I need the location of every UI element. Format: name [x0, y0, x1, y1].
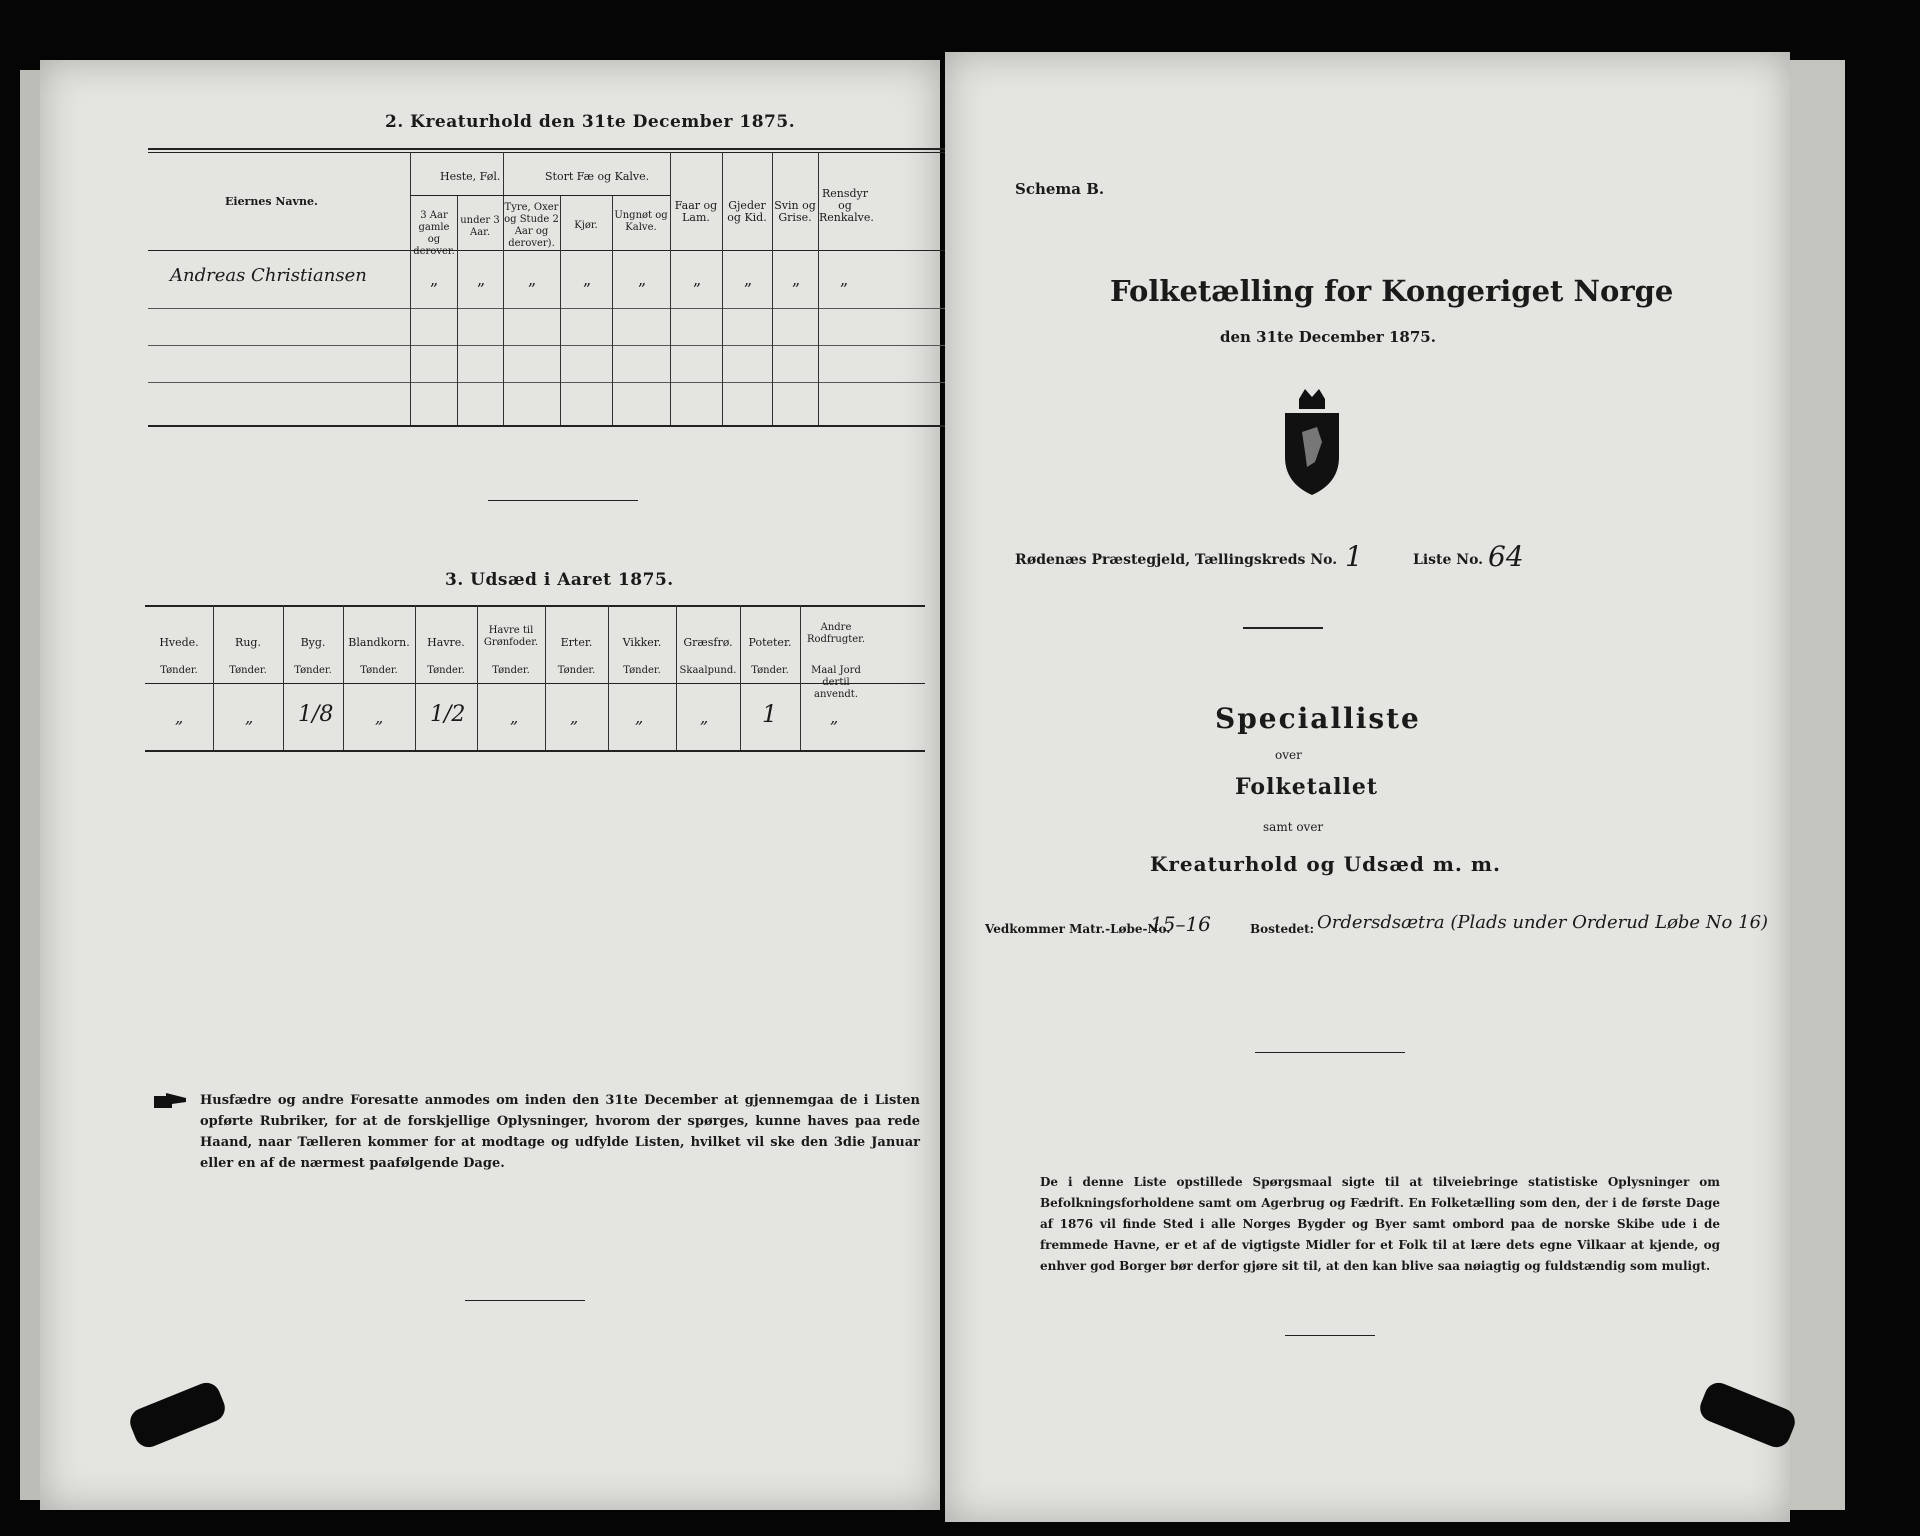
section3-title: 3. Udsæd i Aaret 1875.	[445, 570, 674, 590]
unit-rye: Tønder.	[229, 665, 267, 676]
divider-bottom	[1285, 1335, 1375, 1336]
bostedet-label: Bostedet:	[1250, 922, 1315, 936]
over-1: over	[1275, 748, 1302, 762]
samt-over: samt over	[1263, 820, 1324, 834]
liste-label: Liste No.	[1413, 552, 1484, 568]
intro-paragraph: De i denne Liste opstillede Spørgsmaal sigte til at tilveiebringe statistiske Oplysninger om Befolkningsforholdene samt om Agerbrug og Fædrift. En Folketælling som den, der i de første Dage af 1876 vil finde Sted i alle Norges Bygder og Byer samt ombord paa de norske Skibe ude i de fremmede Havne, er et af de vigtigste Midler for et Folk til at lære dets egne Vilkaar at kjende, og enhver god Borger bør derfor gjøre sit til, at den kan blive saa nøiagtig og fuldstændig som muligt.	[1040, 1175, 1720, 1273]
unit-green-oats: Tønder.	[492, 665, 530, 676]
owner-name: Andreas Christiansen	[170, 265, 367, 286]
val-mixed-grain: „	[375, 708, 384, 727]
val-horses-adult: „	[430, 270, 439, 289]
taellingskreds-label: Tællingskreds No.	[1195, 552, 1338, 568]
val-vetch: „	[635, 708, 644, 727]
unit-oats: Tønder.	[427, 665, 465, 676]
col-head-green-oats: Havre til Grønfoder.	[483, 625, 539, 648]
divider-short	[1243, 627, 1323, 629]
col-head-bulls: Tyre, Oxer og Stude 2 Aar og derover).	[504, 202, 559, 249]
unit-potatoes: Tønder.	[751, 665, 789, 676]
val-cows: „	[583, 270, 592, 289]
val-pigs: „	[792, 270, 801, 289]
owner-header: Eiernes Navne.	[225, 195, 318, 208]
col-head-rye: Rug.	[235, 636, 261, 649]
norway-coat-of-arms-icon	[1277, 387, 1347, 497]
val-oats: 1/2	[430, 702, 466, 727]
section2-title: 2. Kreaturhold den 31te December 1875.	[385, 112, 796, 132]
folketallet: Folketallet	[1235, 774, 1378, 800]
right-page-edges	[1785, 60, 1845, 1510]
col-head-cows: Kjør.	[574, 220, 598, 231]
val-goats: „	[744, 270, 753, 289]
col-head-wheat: Hvede.	[159, 636, 199, 649]
taellingskreds-value: 1	[1345, 540, 1363, 573]
val-sheep: „	[693, 270, 702, 289]
col-head-oats: Havre.	[427, 636, 465, 649]
val-rye: „	[245, 708, 254, 727]
col-head-horses-young: under 3 Aar.	[460, 215, 500, 238]
val-green-oats: „	[510, 708, 519, 727]
unit-barley: Tønder.	[294, 665, 332, 676]
val-horses-young: „	[477, 270, 486, 289]
col-head-goats: Gjeder og Kid.	[727, 199, 767, 224]
bostedet-value: Ordersdsætra (Plads under Orderud Løbe No 16)	[1317, 912, 1769, 933]
col-head-calves: Ungnøt og Kalve.	[614, 210, 668, 233]
kreaturhold-title: Kreaturhold og Udsæd m. m.	[1150, 852, 1501, 876]
col-head-barley: Byg.	[300, 636, 326, 649]
liste-value: 64	[1488, 540, 1524, 573]
val-grass-seed: „	[700, 708, 709, 727]
col-head-sheep: Faar og Lam.	[674, 199, 718, 224]
notice-text: Husfædre og andre Foresatte anmodes om inden den 31te December at gjennemgaa de i Listen opførte Rubriker, for at de forskjellige Oplysninger, hvorom der spørges, kunne haves paa rede Haand, naar Tælleren kommer for at modtage og udfylde Listen, hvilket vil ske den 3die Januar eller en af de nærmest paafølgende Dage.	[200, 1093, 920, 1171]
unit-vetch: Tønder.	[623, 665, 661, 676]
col-head-peas: Erter.	[560, 636, 593, 649]
col-head-mixed-grain: Blandkorn.	[348, 636, 410, 649]
val-wheat: „	[175, 708, 184, 727]
col-head-grass-seed: Græsfrø.	[683, 636, 733, 649]
col-head-reindeer: Rensdyr og Renkalve.	[819, 187, 874, 224]
unit-grass-seed: Skaalpund.	[679, 665, 737, 676]
val-reindeer: „	[840, 270, 849, 289]
group-header-cattle: Stort Fæ og Kalve.	[545, 170, 650, 183]
val-root-crops: „	[830, 708, 839, 727]
pointing-hand-icon	[152, 1092, 188, 1110]
val-calves: „	[638, 270, 647, 289]
col-head-pigs: Svin og Grise.	[774, 199, 816, 224]
census-title: Folketælling for Kongeriget Norge	[1110, 274, 1674, 308]
val-potatoes: 1	[762, 700, 778, 728]
val-barley: 1/8	[298, 702, 334, 727]
col-head-root-crops: Andre Rodfrugter.	[806, 622, 866, 645]
unit-wheat: Tønder.	[160, 665, 198, 676]
unit-root-crops: Maal Jord dertil anvendt.	[811, 665, 861, 700]
left-page	[40, 60, 940, 1510]
right-page	[945, 52, 1790, 1522]
divider-mid	[1255, 1052, 1405, 1053]
prestegjeld: Rødenæs Præstegjeld,	[1015, 552, 1191, 568]
val-bulls: „	[528, 270, 537, 289]
special-title: Specialliste	[1215, 702, 1421, 735]
col-head-horses-adult: 3 Aar gamle og derover.	[413, 210, 455, 257]
col-head-vetch: Vikker.	[622, 636, 662, 649]
val-peas: „	[570, 708, 579, 727]
census-subtitle: den 31te December 1875.	[1220, 328, 1436, 346]
matr-value: 15–16	[1150, 912, 1211, 936]
bottom-divider	[465, 1300, 585, 1301]
group-header-horses: Heste, Føl.	[440, 170, 501, 183]
divider	[488, 500, 638, 501]
matr-label: Vedkommer Matr.-Løbe-No.	[985, 922, 1171, 936]
unit-mixed-grain: Tønder.	[360, 665, 398, 676]
unit-peas: Tønder.	[557, 665, 596, 676]
col-head-potatoes: Poteter.	[748, 636, 792, 649]
schema-label: Schema B.	[1015, 180, 1105, 198]
